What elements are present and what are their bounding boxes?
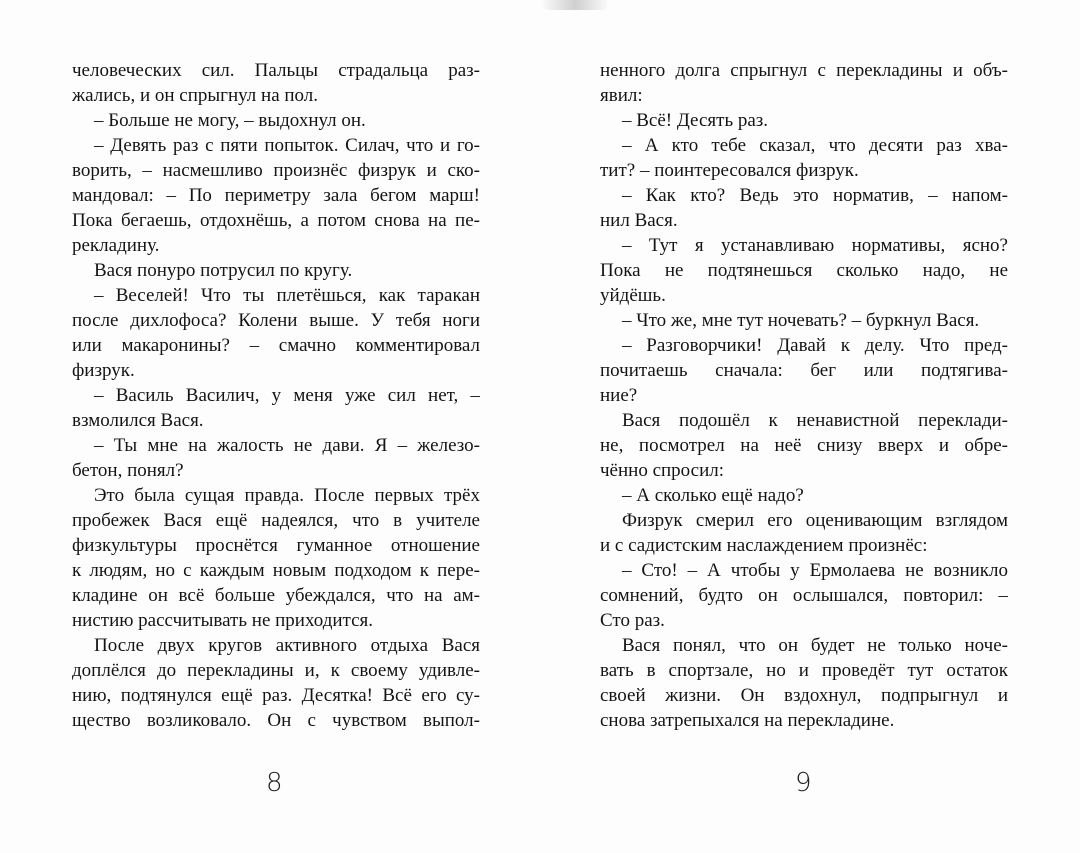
left-page-text (72, 58, 480, 733)
text-line: бетон, понял? (72, 460, 184, 481)
page-number-left: 8 (266, 768, 283, 798)
text-line: – Больше не могу, – выдохнул он. (94, 110, 366, 131)
text-line: Вася подошёл к ненавистной переклади- (622, 410, 1008, 431)
text-line: жались, и он спрыгнул на пол. (72, 85, 319, 106)
text-line: нистию рассчитывать не приходится. (72, 610, 373, 631)
text-line: Физрук смерил его оценивающим взглядом (622, 510, 1008, 531)
text-line: к людям, но с каждым новым подходом к пере- (72, 560, 480, 581)
text-line: человеческих сил. Пальцы страдальца раз- (72, 60, 480, 81)
text-line: – А сколько ещё надо? (622, 485, 804, 506)
text-line: физрук. (72, 360, 135, 381)
text-line: Вася понуро потрусил по кругу. (94, 260, 353, 281)
text-line: мандовал: – По периметру зала бегом марш! (72, 185, 480, 206)
text-line: – Веселей! Что ты плетёшься, как таракан (94, 285, 480, 306)
text-line: – Сто! – А чтобы у Ермолаева не возникло (622, 560, 1008, 581)
page-number-right: 9 (795, 768, 812, 798)
text-line: после дихлофоса? Колени выше. У тебя ноги (72, 310, 480, 331)
text-line: вать в спортзале, но и проведёт тут остаток (600, 660, 1008, 681)
text-line: физкультуры проснётся гуманное отношение (72, 535, 480, 556)
right-page-text (600, 58, 1008, 733)
gutter-shadow (540, 0, 610, 10)
text-line: и с садистским наслаждением произнёс: (600, 535, 928, 556)
text-line: – А кто тебе сказал, что десяти раз хва- (622, 135, 1008, 156)
text-line: не, посмотрел на неё снизу вверх и обре- (600, 435, 1008, 456)
text-line: Сто раз. (600, 610, 665, 631)
text-line: – Ты мне на жалость не дави. Я – железо- (94, 435, 480, 456)
text-line: чённо спросил: (600, 460, 725, 481)
text-line: – Разговорчики! Давай к делу. Что пред- (622, 335, 1008, 356)
text-line: – Тут я устанавливаю нормативы, ясно? (622, 235, 1008, 256)
text-line: – Девять раз с пяти попыток. Силач, что и го- (94, 135, 480, 156)
text-line: или макаронины? – смачно комментировал (72, 335, 480, 356)
text-line: явил: (600, 85, 643, 106)
text-line: своей жизни. Он вздохнул, подпрыгнул и (600, 685, 1008, 706)
text-line: сомнений, будто он ослышался, повторил: – (600, 585, 1008, 606)
text-line: пробежек Вася ещё надеялся, что в учителе (72, 510, 480, 531)
text-line: взмолился Вася. (72, 410, 204, 431)
text-line: – Всё! Десять раз. (622, 110, 769, 131)
text-line: Это была сущая правда. После первых трёх (94, 485, 480, 506)
text-line: Пока бегаешь, отдохнёшь, а потом снова на пе- (72, 210, 480, 231)
text-line: нию, подтянулся ещё раз. Десятка! Всё его су- (72, 685, 480, 706)
text-line: ненного долга спрыгнул с перекладины и объ- (600, 60, 1008, 81)
text-line: ворить, – насмешливо произнёс физрук и ско- (72, 160, 480, 181)
text-line: нил Вася. (600, 210, 678, 231)
text-line: почитаешь сначала: бег или подтягива- (600, 360, 1008, 381)
text-line: Пока не подтянешься сколько надо, не (600, 260, 1008, 281)
text-line: – Василь Василич, у меня уже сил нет, – (94, 385, 480, 406)
text-line: рекладину. (72, 235, 160, 256)
text-line: кладине он всё больше убеждался, что на ам- (72, 585, 480, 606)
text-line: После двух кругов активного отдыха Вася (94, 635, 480, 656)
text-line: снова затрепыхался на перекладине. (600, 710, 895, 731)
text-line: Вася понял, что он будет не только ноче- (622, 635, 1008, 656)
text-line: уйдёшь. (600, 285, 666, 306)
text-line: – Что же, мне тут ночевать? – буркнул Вася. (622, 310, 980, 331)
text-line: тит? – поинтересовался физрук. (600, 160, 859, 181)
text-line: щество возликовало. Он с чувством выпол- (72, 710, 480, 731)
text-line: доплёлся до перекладины и, к своему удивле- (72, 660, 480, 681)
text-line: ние? (600, 385, 638, 406)
text-line: – Как кто? Ведь это норматив, – напом- (622, 185, 1008, 206)
